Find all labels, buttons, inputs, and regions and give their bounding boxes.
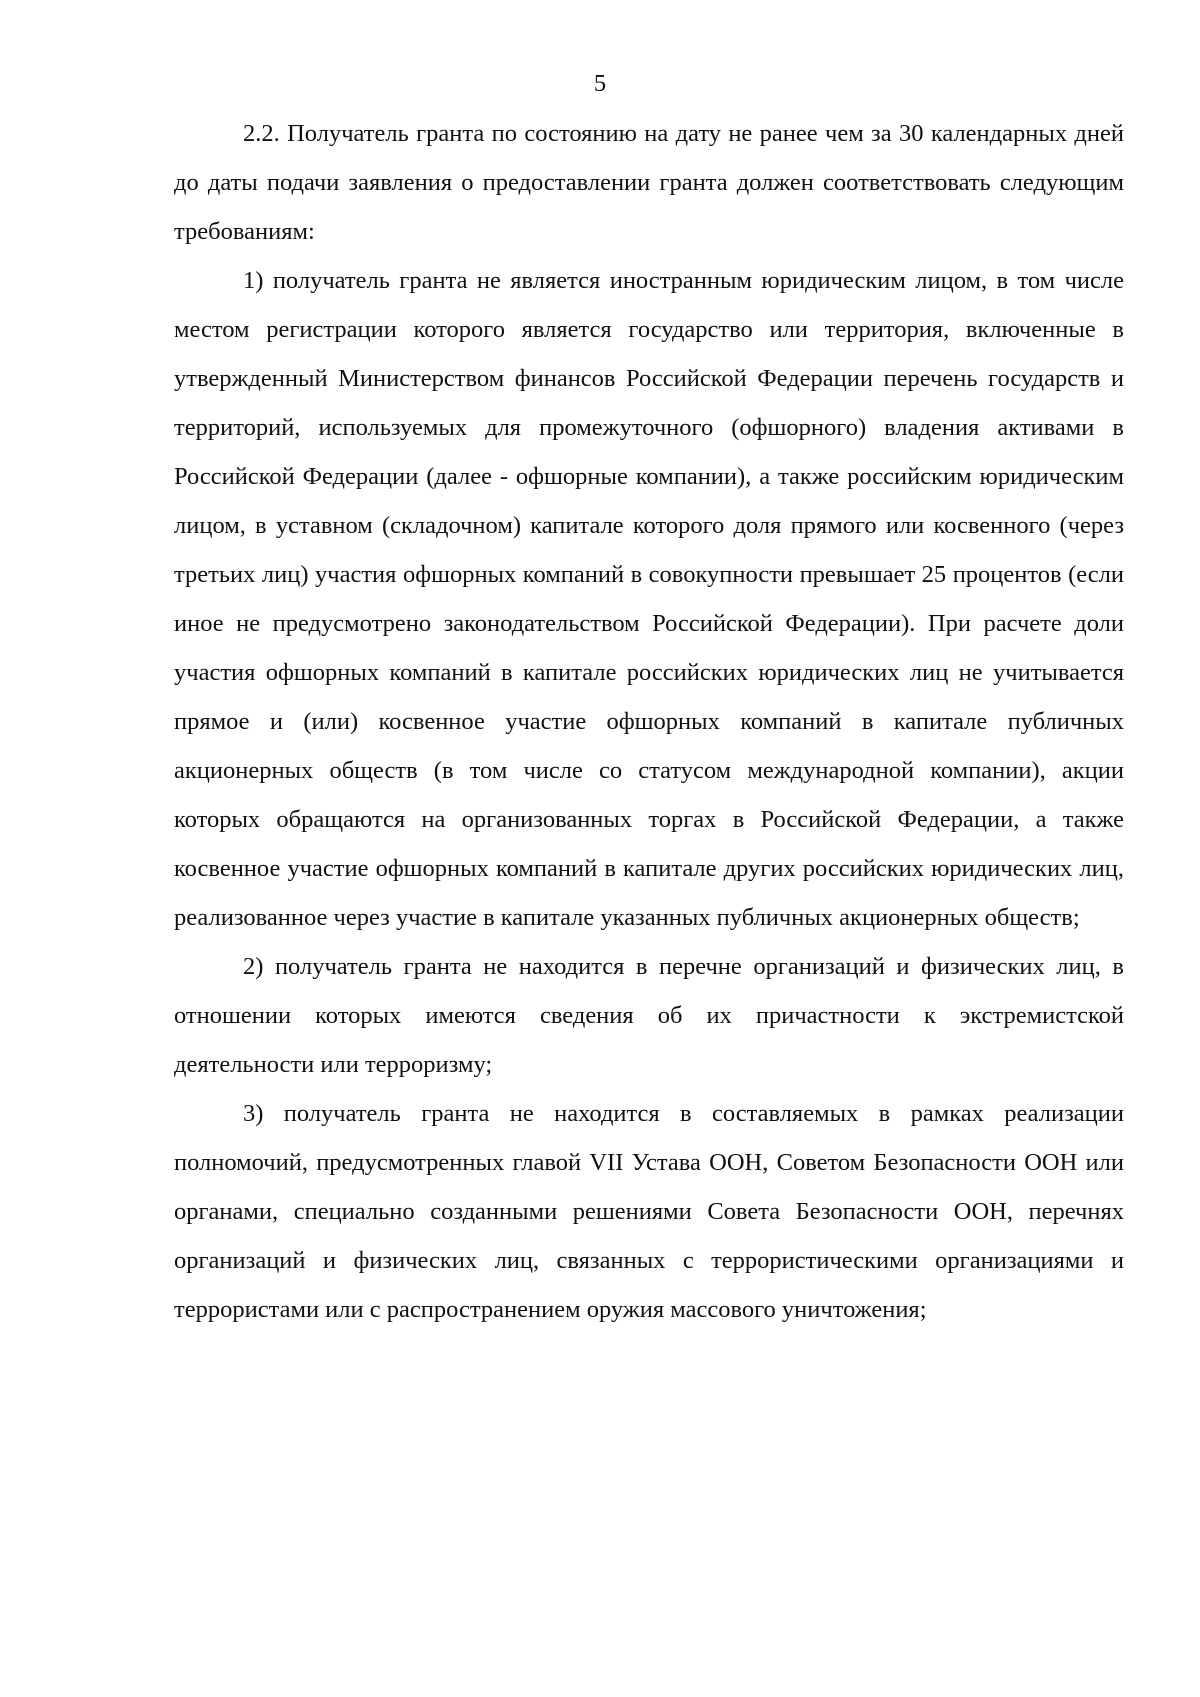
document-body <box>174 109 1124 1334</box>
paragraph-item-1: 1) получатель гранта не является иностранным юридическим лицом, в том числе местом регистрации которого является государство или территория, включенные в утвержденный Министерством финансов Российской Федерации перечень государств и территорий, используемых для промежуточного (офшорного) владения активами в Российской Федерации (далее - офшорные компании), а также российским юридическим лицом, в уставном (складочном) капитале которого доля прямого или косвенного (через третьих лиц) участия офшорных компаний в совокупности превышает 25 процентов (если иное не предусмотрено законодательством Российской Федерации). При расчете доли участия офшорных компаний в капитале российских юридических лиц не учитывается прямое и (или) косвенное участие офшорных компаний в капитале публичных акционерных обществ (в том числе со статусом международной компании), акции которых обращаются на организованных торгах в Российской Федерации, а также косвенное участие офшорных компаний в капитале других российских юридических лиц, реализованное через участие в капитале указанных публичных акционерных обществ; <box>174 267 1124 931</box>
paragraph-2-2: 2.2. Получатель гранта по состоянию на дату не ранее чем за 30 календарных дней до даты подачи заявления о предоставлении гранта должен соответствовать следующим требованиям: <box>174 120 1124 245</box>
paragraph-item-2: 2) получатель гранта не находится в перечне организаций и физических лиц, в отношении которых имеются сведения об их причастности к экстремистской деятельности или терроризму; <box>174 953 1124 1078</box>
page-number: 5 <box>593 70 607 97</box>
paragraph-item-3: 3) получатель гранта не находится в составляемых в рамках реализации полномочий, предусмотренных главой VII Устава ООН, Советом Безопасности ООН или органами, специально созданными решениями Совета Безопасности ООН, перечнях организаций и физических лиц, связанных с террористическими организациями и террористами или с распространением оружия массового уничтожения; <box>174 1100 1124 1323</box>
